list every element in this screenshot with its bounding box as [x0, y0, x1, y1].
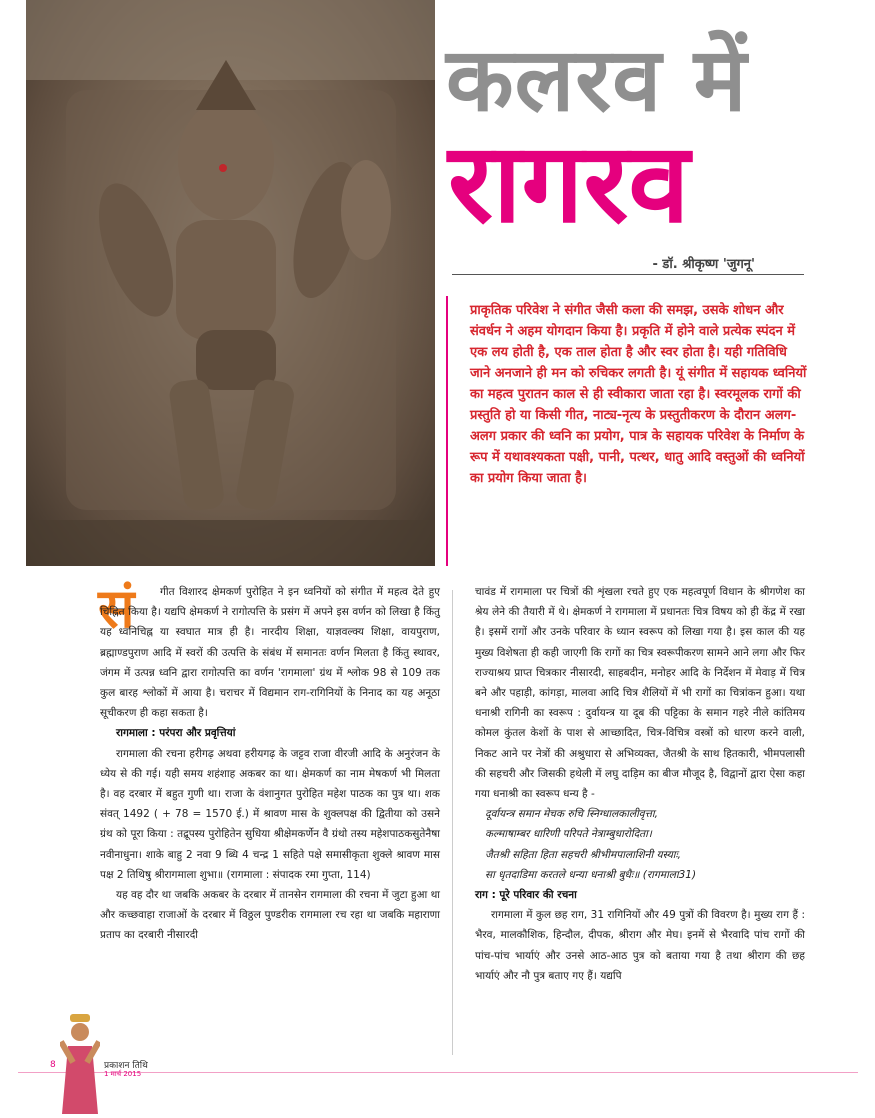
- intro-accent-bar: [446, 296, 448, 566]
- dropcap: सं: [98, 577, 135, 640]
- intro-paragraph: प्राकृतिक परिवेश ने संगीत जैसी कला की समझ, उसके शोधन और संवर्धन ने अहम योगदान किया है। प्रकृति में होने वाले प्रत्येक स्पंदन में एक लय होती है, एक ताल होता है और स्वर होता है। यही गतिविधि जाने अनजाने ही मन को रुचिकर लगती है। यूं संगीत में सहायक ध्वनियों का महत्व पुरातन काल से ही स्वीकारा जाता रहा है। स्वरमूलक रागों की प्रस्तुति हो या किसी गीत, नाट्य-नृत्य के प्रस्तुतीकरण के दौरान अलग-अलग प्रकार की ध्वनि का प्रयोग, पात्र के सहायक परिवेश के निर्माण के रूप में यथावश्यकता पक्षी, पानी, पत्थर, धातु आदि वस्तुओं की ध्वनियों का प्रयोग किया जाता है।: [470, 303, 807, 486]
- author-byline: - डॉ. श्रीकृष्ण 'जुगनू': [652, 257, 755, 272]
- verse-line-2: कल्माषाम्बर धारिणी परिपते नेत्राम्बुधारोदिता।: [485, 828, 652, 841]
- verse-line-1: दूर्वायन्त्र समान मेचक रुचि स्निग्धालकालीवृत्ता,: [485, 808, 658, 821]
- col2-paragraph-1: चावंड में रागमाला पर चित्रों की शृंखला रचते हुए एक महत्वपूर्ण विधान के श्रीगणेश का श्रेय लेने की तैयारी में थे। क्षेमकर्ण ने रागमाला में प्रधानतः चित्र विषय को ही केंद्र में रखा है। इसमें रागों और उनके परिवार के ध्यान स्वरूप को लिखा गया है। इस काल की यह मुख्य विशेषता ही कही जाएगी कि रागों का चित्र स्वरूपीकरण सामने आने लगा और फिर राज्याश्रय प्राप्त चित्रकार नीसारदी, साहबदीन, मनोहर आदि के निर्देशन में मेवाड़ में चित्र बने और पहाड़ी, कांगड़ा, मालवा आदि चित्र शैलियों में भी रागों का चित्रांकन हुआ। यथा धनाश्री रागिनी का स्वरूप : दुर्वायन्त्र या दूब की पट्टिका के समान गहरे नीले कांतिमय कोमल कुंतल केशों के पाश से आच्छादित, चित्र-विचित्र वस्त्रों को धारण करने वाली, निकट आने पर नेत्रों की अश्रुधारा से अभिव्यक्त, जैतश्री के साथ हितकारी, भीमपलासी की सहचरी और जिसकी हथेली में लघु दाड़िम का बीज मौजूद है, विद्वानों द्वारा ऐसा कहा गया धनाश्री का स्वरूप धन्य है -: [475, 586, 805, 801]
- verse-line-4: सा धृतदाडिमा करतले धन्या धनाश्री बुधैः॥ (रागमाला31): [485, 868, 697, 881]
- title-line-1: कलरव में: [446, 28, 748, 131]
- title-rule: [452, 274, 804, 275]
- col1-paragraph-1: गीत विशारद क्षेमकर्ण पुरोहित ने इन ध्वनियों को संगीत में महत्व देते हुए चिह्नित किया है। यद्यपि क्षेमकर्ण ने रागोत्पत्ति के प्रसंग में अपने इस वर्णन को लिखा है किंतु यह ध्वनिचिह्न या स्वघात मात्र ही है। नारदीय शिक्षा, याज्ञवल्क्य शिक्षा, वायपुराण, ब्रह्माण्डपुराण आदि में स्वरों की उत्पत्ति के संबंध में समानतः वर्णन मिलता है किंतु स्थावर, जंगम में उत्पन्न ध्वनि द्वारा रागोत्पत्ति का वर्णन 'रागमाला' ग्रंथ में श्लोक 98 से 109 तक कुल बारह श्लोकों में आया है। चराचर में विद्यमान राग-रागिनियों के निनाद का यह अनूठा सूचीकरण ही कहा सकता है।: [100, 586, 440, 720]
- column-right: [475, 582, 805, 986]
- title-line-2: रागरव: [448, 119, 690, 247]
- dancer-icon: [60, 1010, 100, 1114]
- col2-paragraph-2: रागमाला में कुल छह राग, 31 रागिनियों और 49 पुत्रों की विवरण है। मुख्य राग हैं : भैरव, मालकौशिक, हिन्दौल, दीपक, श्रीराग और मेघ। इनमें से भैरवादि पांच रागों की पांच-पांच भार्याएं और उनसे आठ-आठ पुत्र को बताया गया है तथा श्रीराग की छह भार्याएं और नौ पुत्र बताए गए हैं। यद्यपि: [475, 909, 805, 982]
- col1-paragraph-3: यह वह दौर था जबकि अकबर के दरबार में तानसेन रागमाला की रचना में जुटा हुआ था और कच्छवाहा राजाओं के दरबार में विठ्ठल पुण्डरीक रागमाला रच रहा था जबकि महाराणा प्रताप का दरबारी नीसारदी: [100, 889, 440, 942]
- verse-line-3: जैतश्री सहिता हिता सहचरी श्रीभीमपालाशिनी यस्याः,: [485, 848, 681, 861]
- column-divider: [452, 590, 453, 1055]
- publication-date: 1 मार्च 2015: [104, 1070, 142, 1078]
- col1-paragraph-2: रागमाला की रचना हरीगढ़ अथवा हरीयगढ़ के जट्टव राजा वीरजी आदि के अनुरंजन के ध्येय से की गई। यही समय शहंशाह अकबर का था। क्षेमकर्ण का नाम मेषकर्ण भी मिलता है। वह दरबार में बहुत गुणी था। राजा के वंशानुगत पुरोहित महेश पाठक का पुत्र था। शक संवत् 1492 ( + 78 = 1570 ई.) में श्रावण मास के शुक्लपक्ष की द्वितीया को उसने ग्रंथ को पूरा किया : तद्रूपस्य पुरोहितेन सुधिया श्रीक्षेमकर्णेन वै ग्रंथो तस्य महेशपाठकसुतेनैषा नवीनाधुना। शाके बाहु 2 नवा 9 ब्धि 4 चन्द्र 1 सहिते पक्षे समासीकृता शुक्ले श्रावण मास पक्ष 2 तिथिषु श्रीरागमाला शुभा॥ (रागमाला : संपादक रमा गुप्ता, 114): [100, 747, 440, 881]
- footer-line: [18, 1072, 858, 1073]
- dancer-figure: [60, 1010, 100, 1114]
- col2-heading: राग : पूरे परिवार की रचना: [475, 889, 577, 902]
- sculpture-illustration: [26, 0, 435, 566]
- column-left: [98, 577, 440, 946]
- col1-heading: रागमाला : परंपरा और प्रवृत्तियां: [116, 727, 236, 740]
- publication-label: प्रकाशन तिथि: [104, 1061, 148, 1071]
- page-number: 8: [50, 1060, 56, 1070]
- sculpture-photo: [26, 0, 435, 566]
